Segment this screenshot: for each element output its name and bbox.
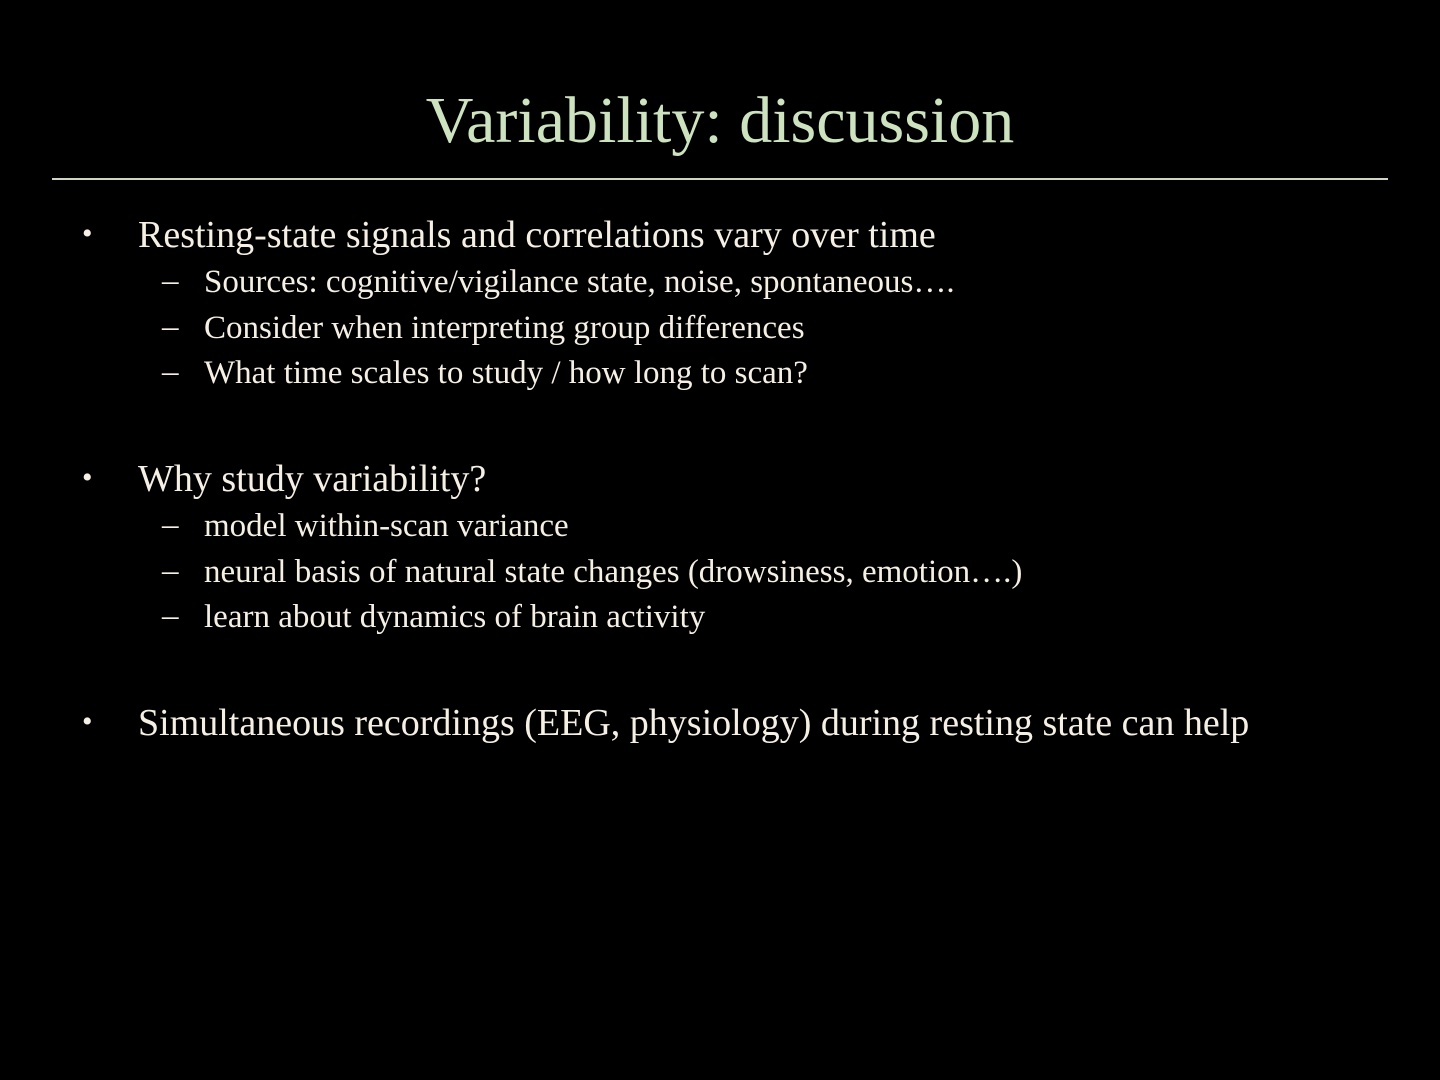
bullet-dash-icon: – (162, 263, 179, 300)
bullet-dot-icon: • (82, 217, 93, 250)
bullet-block (82, 700, 1382, 746)
list-item-label: Resting-state signals and correlations vary over time (138, 214, 936, 256)
list-item (82, 700, 1382, 746)
list-item (82, 506, 1382, 547)
bullet-block (82, 212, 1382, 394)
bullet-dash-icon: – (162, 597, 179, 634)
bullet-block (82, 456, 1382, 638)
list-item (82, 353, 1382, 394)
list-item-label: model within-scan variance (204, 508, 569, 545)
list-item-label: learn about dynamics of brain activity (204, 598, 706, 635)
block-spacer (82, 398, 1382, 456)
page-title: Variability: discussion (425, 84, 1015, 157)
list-item-label: Consider when interpreting group differences (204, 309, 805, 346)
bullet-dash-icon: – (162, 353, 179, 390)
slide-body (82, 212, 1382, 751)
list-item (82, 308, 1382, 349)
list-item (82, 262, 1382, 303)
list-item-label: Why study variability? (138, 458, 487, 501)
bullet-dash-icon: – (162, 308, 179, 345)
list-item-label: neural basis of natural state changes (drowsiness, emotion….) (204, 553, 1023, 590)
bullet-dash-icon: – (162, 507, 179, 544)
title-divider (52, 178, 1388, 180)
list-item-label: What time scales to study / how long to scan? (204, 354, 808, 391)
list-item (82, 552, 1382, 593)
bullet-dash-icon: – (162, 552, 179, 589)
block-spacer (82, 642, 1382, 700)
list-item (82, 597, 1382, 638)
list-item (82, 212, 1382, 258)
list-item-label: Sources: cognitive/vigilance state, noise, spontaneous…. (204, 264, 955, 301)
list-item (82, 456, 1382, 502)
bullet-dot-icon: • (82, 461, 93, 495)
list-item-label: Simultaneous recordings (EEG, physiology) during resting state can help (138, 702, 1250, 745)
bullet-dot-icon: • (82, 705, 93, 739)
